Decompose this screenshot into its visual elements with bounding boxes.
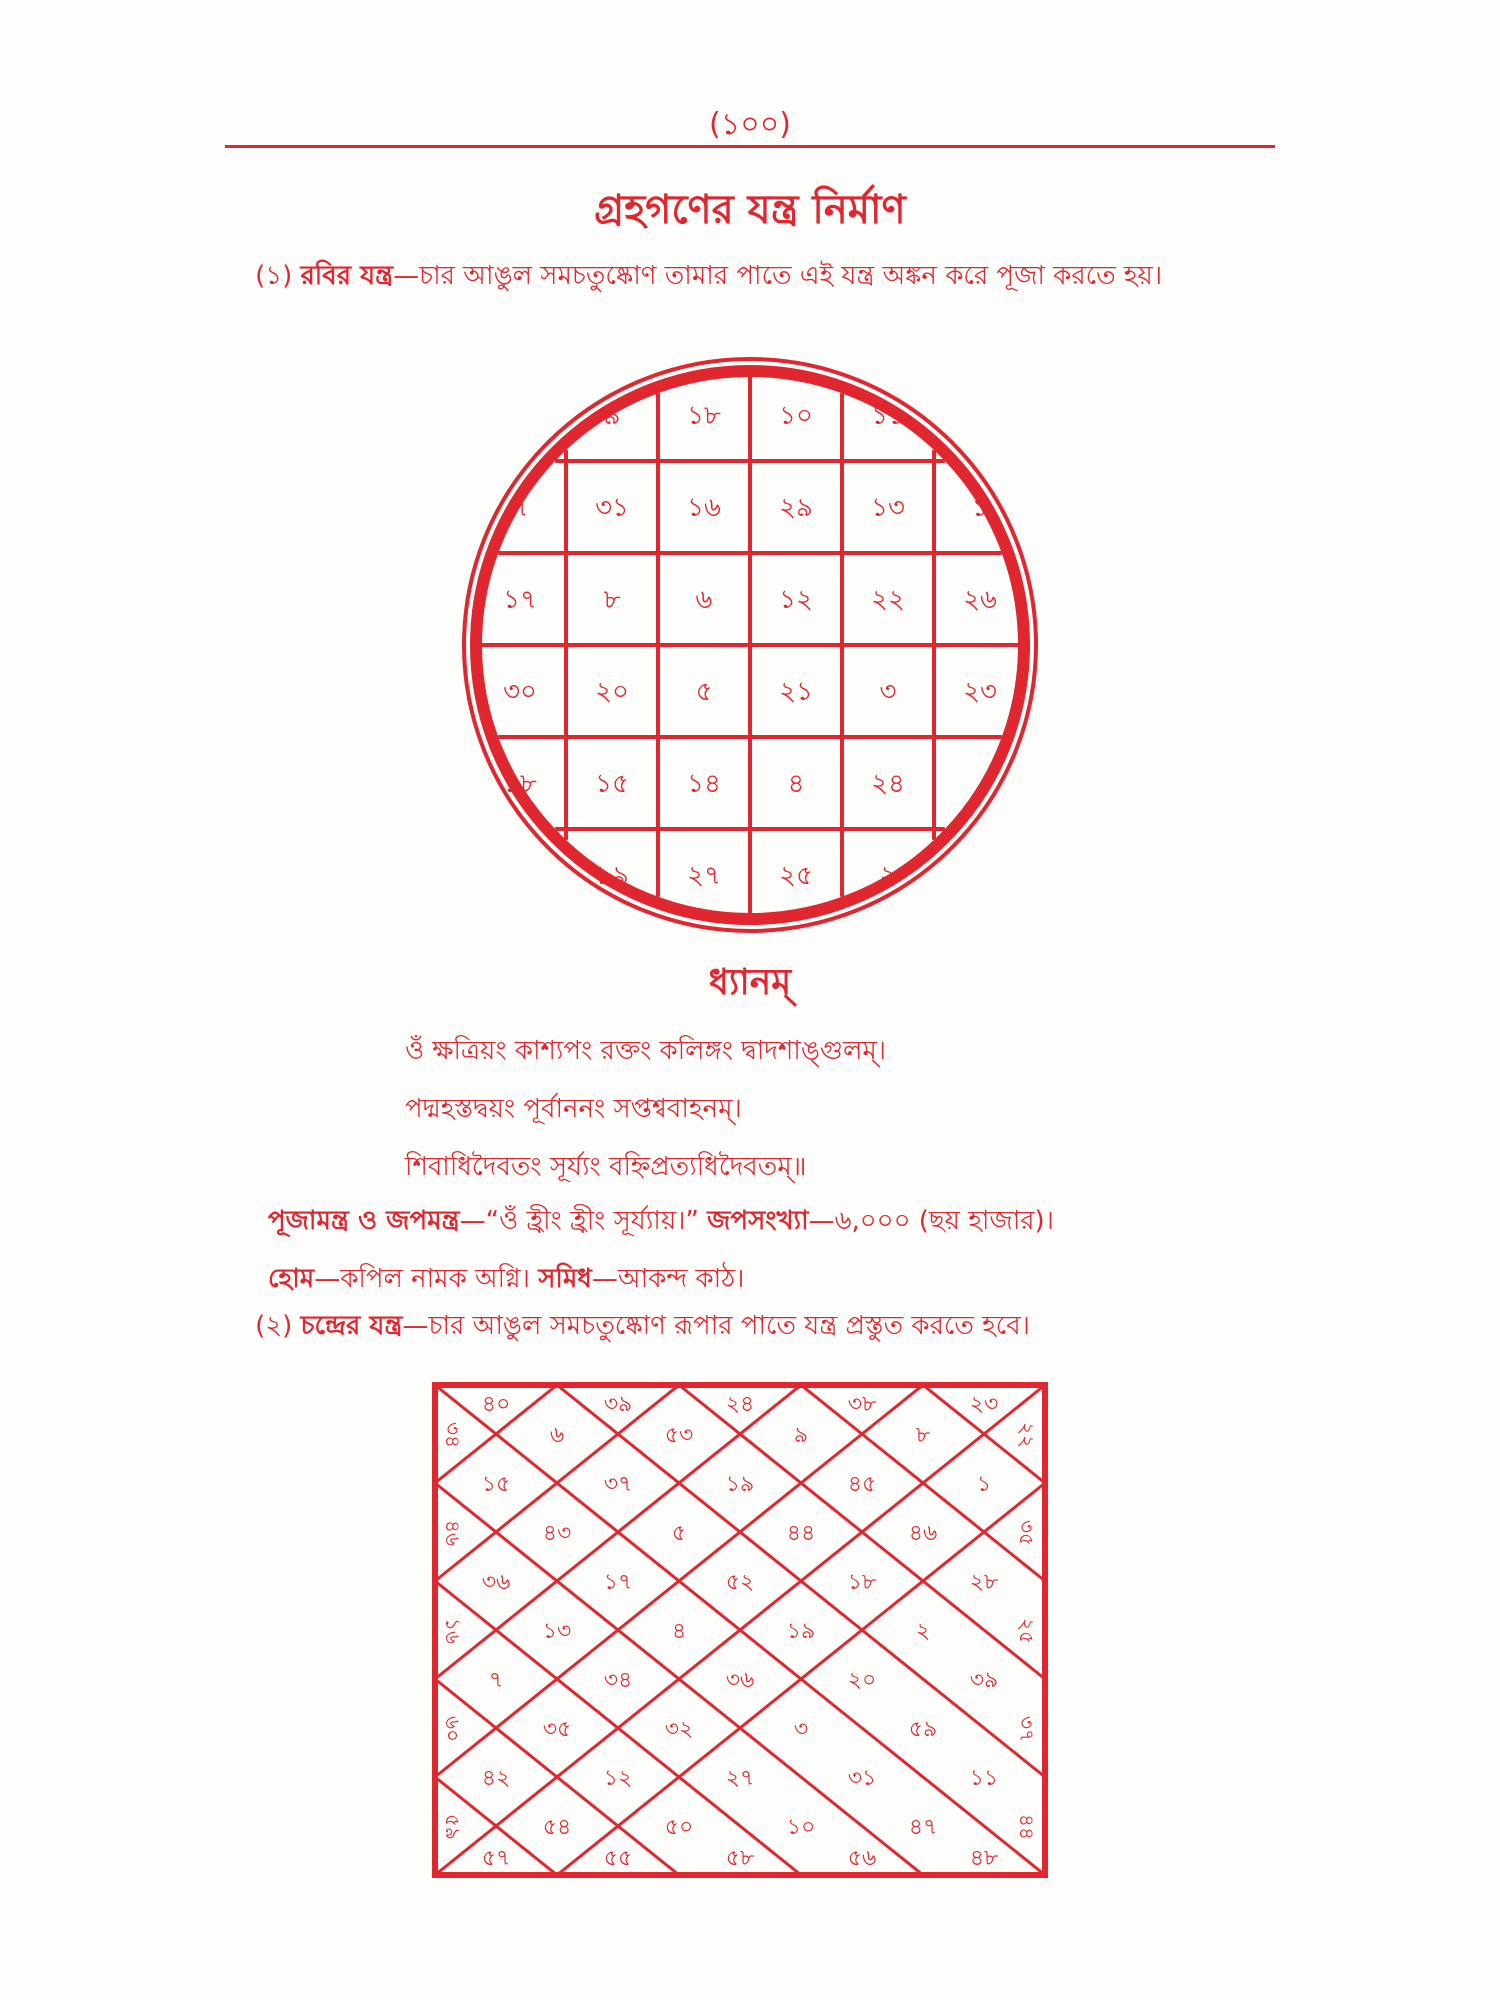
yantra-number: ৪৫ [847, 1472, 877, 1497]
yantra-number: ২৮ [969, 1570, 999, 1595]
yantra-number: ৩৬ [481, 1570, 511, 1595]
yantra-number: ১৯ [786, 1619, 816, 1644]
yantra-number: ২৭ [687, 861, 721, 891]
lattice-line [430, 1385, 801, 1875]
yantra-number: ৫২ [725, 1570, 755, 1595]
yantra-number: ১০ [786, 1815, 816, 1840]
puja-label: পূজামন্ত্র ও জপমন্ত্র [268, 1206, 460, 1236]
yantra-number: ৬ [695, 585, 713, 615]
yantra-number: ৩৬ [725, 1668, 755, 1693]
yantra-number: ৩৮ [847, 1392, 877, 1417]
yantra-number: ৭ [511, 493, 529, 523]
yantra-number: ৪৪ [786, 1521, 816, 1546]
yantra-number: ৫৯ [441, 1814, 465, 1840]
yantra-number: ১ [971, 493, 989, 523]
yantra-number: ২৩ [969, 1392, 999, 1417]
yantra-number: ২৩ [963, 677, 997, 707]
japa-value: —৬,০০০ (ছয় হাজার)। [808, 1206, 1054, 1236]
ravi-yantra [440, 355, 1060, 935]
yantra-number: ৪৭ [908, 1815, 938, 1840]
yantra-number: ৩৫ [1015, 1520, 1039, 1546]
yantra-number: ২৪ [871, 769, 905, 799]
yantra-number: ৫৩ [664, 1423, 694, 1448]
yantra-number: ৫৯ [908, 1717, 938, 1742]
yantra-number: ৩ [879, 677, 897, 707]
yantra-number: ৪ [671, 1619, 687, 1644]
section-2-paragraph [222, 1300, 1280, 1352]
dhyanam-line-2: পদ্মহস্তদ্বয়ং পূর্বাননং সপ্তশ্ববাহনম্। [405, 1094, 742, 1124]
yantra-number: ১০ [779, 401, 813, 431]
yantra-number: ৯ [793, 1423, 809, 1448]
yantra-number: ২২ [1015, 1421, 1039, 1449]
yantra-number: ৫৮ [725, 1846, 755, 1871]
yantra-number: ১৮ [847, 1570, 877, 1595]
yantra-number: ৮ [603, 585, 621, 615]
yantra-number: ১১ [969, 1766, 999, 1791]
yantra-number: ৩৭ [1015, 1715, 1039, 1743]
yantra-number: ৫০ [664, 1815, 694, 1840]
yantra-number: ৪৬ [908, 1521, 938, 1546]
section-1-number: (১) [255, 261, 293, 291]
yantra-number: ৫৭ [481, 1846, 511, 1871]
yantra-number: ৬০ [441, 1715, 465, 1743]
page-number: (১০০) [709, 107, 791, 142]
yantra-number: ২১ [779, 677, 813, 707]
homa-label: হোম [268, 1264, 315, 1294]
yantra-number: ৩৭ [603, 1472, 633, 1497]
yantra-number: ৩১ [847, 1766, 877, 1791]
yantra-number: ৩৪ [441, 1422, 465, 1448]
japa-label: জপসংখ্যা [707, 1206, 809, 1236]
yantra-number: ১ [976, 1472, 992, 1497]
dhyanam-line-1: ওঁ ক্ষত্রিয়ং কাশ্যপং রক্তং কলিঙ্গং দ্বাদশাঙ্গুলম্। [405, 1036, 887, 1066]
chandra-yantra-lattice [430, 1385, 1050, 1875]
page-title: গ্রহগণের যন্ত্র নির্মাণ [594, 187, 906, 233]
yantra-number: ৯ [603, 401, 621, 431]
yantra-number: ৩৫ [542, 1717, 572, 1742]
yantra-number: ৩০ [503, 677, 537, 707]
lattice-line [430, 1385, 801, 1875]
section-2-number: (২) [255, 1311, 293, 1341]
yantra-number: ১৮ [503, 769, 537, 799]
header-rule [225, 145, 1275, 148]
yantra-number: ১৩ [871, 493, 905, 523]
yantra-number: ১৭ [503, 585, 537, 615]
yantra-number: ২০ [847, 1668, 877, 1693]
yantra-number: ১৭ [603, 1570, 633, 1595]
yantra-number: ৮ [915, 1423, 931, 1448]
yantra-number: ৪৬ [441, 1520, 465, 1546]
chandra-yantra [430, 1380, 1050, 1880]
yantra-number: ২ [915, 1619, 931, 1644]
yantra-number: ৩৯ [969, 1668, 999, 1693]
yantra-number: ১৫ [481, 1472, 511, 1497]
yantra-number: ৫৬ [847, 1846, 877, 1871]
yantra-number: ৪০ [481, 1392, 511, 1417]
yantra-number: ৩১ [595, 493, 629, 523]
yantra-number: ৩৪ [603, 1668, 633, 1693]
yantra-number: ২২ [871, 585, 905, 615]
dhyanam-line-3: শিবাধিদৈবতং সূর্য্যং বহ্নিপ্রত্যধিদৈবতম্॥ [405, 1152, 807, 1182]
yantra-number: ৪ [787, 769, 805, 799]
yantra-number: ১১ [871, 401, 905, 431]
yantra-number: ৪৮ [969, 1846, 999, 1871]
yantra-number: ৪৩ [542, 1521, 572, 1546]
homa-line [268, 1258, 1280, 1302]
yantra-number: ১৮ [687, 401, 721, 431]
puja-mantra-line [268, 1200, 1280, 1244]
yantra-number: ২৯ [779, 493, 813, 523]
yantra-number: ১৬ [441, 1618, 465, 1644]
puja-mantra: —“ওঁ হ্রীং হ্রীং সূর্য্যায়।” [459, 1206, 708, 1236]
yantra-number: ১২ [603, 1766, 633, 1791]
yantra-number: ১৪ [687, 769, 721, 799]
yantra-number: ১৫ [595, 769, 629, 799]
yantra-number: ২৫ [1015, 1618, 1039, 1644]
yantra-number: ২৪ [725, 1392, 755, 1417]
yantra-number: ৩২ [664, 1717, 694, 1742]
yantra-number: ১৯ [595, 861, 629, 891]
yantra-number: ৫ [695, 677, 713, 707]
yantra-number: ১৬ [687, 493, 721, 523]
yantra-number: ৩ [793, 1717, 809, 1742]
yantra-number: ২৬ [963, 585, 997, 615]
samidh-label: সমিধ [538, 1264, 592, 1294]
homa-text: —কপিল নামক অগ্নি। [314, 1264, 539, 1294]
section-1-text: —চার আঙুল সমচতুষ্কোণ তামার পাতে এই যন্ত্র অঙ্কন করে পূজা করতে হয়। [393, 261, 1163, 291]
samidh-text: —আকন্দ কাঠ। [591, 1264, 745, 1294]
yantra-number: ৬ [549, 1423, 565, 1448]
lattice-line [679, 1385, 1050, 1875]
yantra-number: ২৫ [779, 861, 813, 891]
yantra-number: ১২ [779, 585, 813, 615]
yantra-number: ১৯ [725, 1472, 755, 1497]
section-2-text: —চার আঙুল সমচতুষ্কোণ রূপার পাতে যন্ত্র প্রস্তুত করতে হবে। [402, 1311, 1030, 1341]
yantra-number: ৪২ [481, 1766, 511, 1791]
dhyanam-title: ধ্যানম্ [708, 962, 792, 1003]
section-2-heading: চন্দ্রের যন্ত্র [300, 1311, 403, 1341]
section-1-paragraph [222, 250, 1280, 302]
yantra-number: ২ [879, 861, 897, 891]
yantra-number: ২০ [595, 677, 629, 707]
yantra-number: ৫৪ [542, 1815, 572, 1840]
yantra-number: ১৩ [542, 1619, 572, 1644]
yantra-number: ৪৪ [1015, 1814, 1039, 1840]
yantra-number: ৫৫ [603, 1846, 633, 1871]
yantra-number: ৩৯ [603, 1392, 633, 1417]
yantra-number: ৫ [671, 1521, 687, 1546]
section-1-heading: রবির যন্ত্র [300, 261, 394, 291]
yantra-number: ৭ [488, 1668, 504, 1693]
yantra-number: ২৭ [725, 1766, 755, 1791]
ravi-yantra-grid [482, 377, 1018, 913]
